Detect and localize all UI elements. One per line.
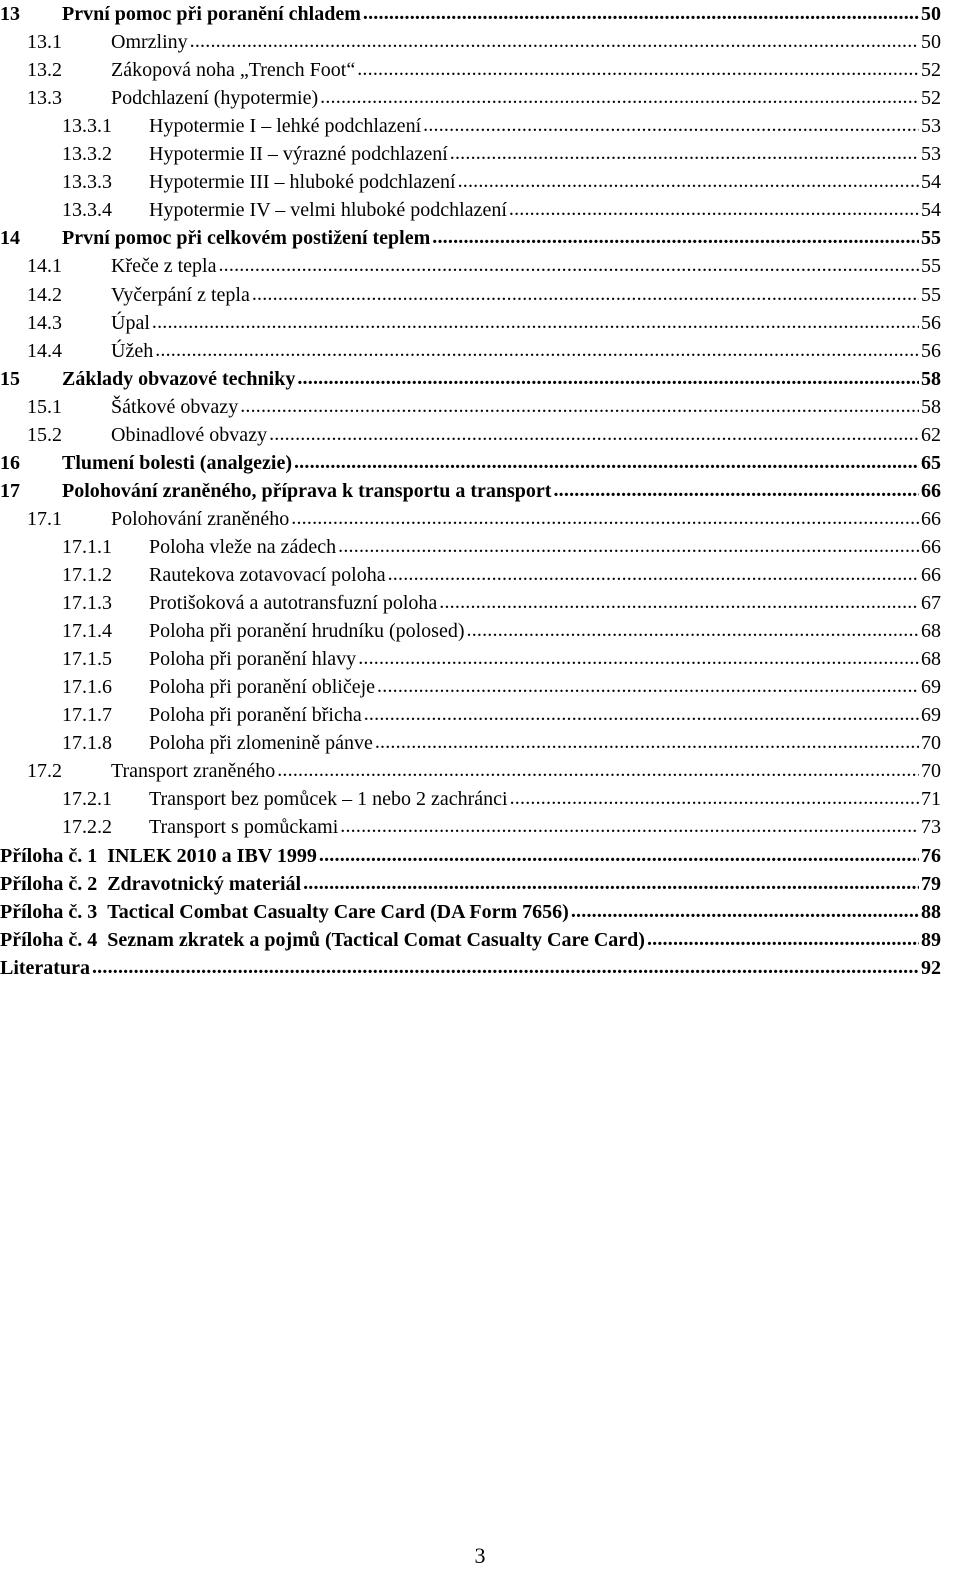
dot-leader [218,252,919,280]
dot-leader [297,365,919,393]
toc-entry-number: 17.1.8 [62,732,112,755]
toc-entry-page: 69 [921,704,941,727]
toc-entry[interactable] [0,926,941,954]
dot-leader [423,112,919,140]
toc-entry[interactable] [0,449,941,477]
toc-entry[interactable] [0,561,941,589]
dot-leader [358,645,919,673]
toc-entry[interactable] [0,140,941,168]
toc-entry-title: Křeče z tepla [111,255,217,278]
toc-entry-number: 13.1 [27,31,62,54]
dot-leader [269,421,919,449]
toc-entry-title: První pomoc při poranění chladem [62,3,361,25]
dot-leader [277,757,919,785]
toc-entry[interactable] [0,365,941,393]
toc-entry[interactable] [0,757,941,785]
toc-entry-number: 17.1.1 [62,535,112,558]
toc-entry[interactable] [0,477,941,505]
toc-entry-number: 14.1 [27,255,62,278]
toc-entry-number: 17.1.7 [62,704,112,727]
toc-entry-number: 17.1.5 [62,648,112,671]
toc-entry-title: Úžeh [111,339,154,362]
toc-entry-page: 88 [921,900,941,923]
toc-entry[interactable] [0,617,941,645]
toc-entry-page: 52 [921,59,941,82]
dot-leader [509,196,919,224]
toc-entry[interactable] [0,701,941,729]
toc-entry-title: Hypotermie IV – velmi hluboké podchlazení [149,199,507,222]
toc-entry-page: 69 [921,676,941,699]
toc-entry[interactable] [0,337,941,365]
toc-entry-number: 14.4 [27,339,62,362]
toc-entry-page: 53 [921,115,941,138]
toc-entry-title: Poloha při poranění hlavy [149,648,357,671]
dot-leader [467,617,920,645]
toc-entry[interactable] [0,168,941,196]
toc-entry-page: 67 [921,592,941,615]
toc-entry-title: Poloha při poranění hrudníku (polosed) [149,620,465,643]
dot-leader [320,84,919,112]
dot-leader [375,729,919,757]
toc-entry-title: Poloha při poranění obličeje [149,676,376,699]
toc-entry-title: Hypotermie I – lehké podchlazení [149,115,422,138]
dot-leader [340,813,919,841]
toc-entry-title: Hypotermie III – hluboké podchlazení [149,171,456,194]
toc-entry[interactable] [0,589,941,617]
toc-entry-title: Transport s pomůckami [149,816,339,839]
dot-leader [155,337,919,365]
toc-entry-title: Hypotermie II – výrazné podchlazení [149,143,448,166]
toc-entry-number: 17.1.6 [62,676,112,699]
toc-entry-number: 17.1.3 [62,592,112,615]
toc-entry-page: 58 [921,367,941,390]
toc-entry-title: Poloha vleže na zádech [149,535,337,558]
dot-leader [364,701,919,729]
toc-entry-number: 17.1 [27,507,62,530]
toc-entry-page: 50 [921,3,941,25]
dot-leader [294,449,919,477]
toc-entry-page: 56 [921,311,941,334]
toc-entry-page: 50 [921,31,941,54]
dot-leader [338,533,919,561]
toc-entry-title: Seznam zkratek a pojmů (Tactical Comat Casualty Care Card) [107,928,645,951]
toc-entry-title: INLEK 2010 a IBV 1999 [107,844,317,867]
toc-entry-number: Příloha č. 2 [0,872,98,895]
toc-entry-page: 54 [921,199,941,222]
toc-entry[interactable] [0,870,941,898]
toc-entry-number: 14 [0,227,20,250]
toc-entry-number: 14.2 [27,283,62,306]
toc-entry-title: Tlumení bolesti (analgezie) [62,451,292,474]
toc-entry[interactable] [0,112,941,140]
toc-entry-page: 73 [921,816,941,839]
dot-leader [303,870,919,898]
toc-entry[interactable] [0,28,941,56]
toc-entry[interactable] [0,505,941,533]
toc-entry-number: 13.3.2 [62,143,112,166]
dot-leader [319,842,919,870]
toc-entry-number: 15.2 [27,423,62,446]
toc-entry-page: 62 [921,423,941,446]
dot-leader [553,477,919,505]
toc-entry-title: Polohování zraněného, příprava k transportu a transport [62,479,552,502]
toc-entry-page: 70 [921,760,941,783]
toc-entry-number: 17.1.2 [62,564,112,586]
dot-leader [363,0,919,28]
toc-entry[interactable] [0,281,941,309]
toc-entry[interactable] [0,84,941,112]
toc-entry-page: 66 [921,479,941,502]
toc-entry-page: 89 [921,928,941,951]
toc-entry[interactable] [0,785,941,813]
toc-entry[interactable] [0,0,941,28]
toc-entry-title: Literatura [0,956,90,979]
toc-entry-number: 17.2.2 [62,816,112,839]
toc-entry-page: 66 [921,535,941,558]
toc-entry-number: 15 [0,367,20,390]
toc-entry-number: 13.2 [27,59,62,82]
toc-entry-page: 65 [921,451,941,474]
toc-entry[interactable] [0,954,941,982]
toc-entry[interactable] [0,393,941,421]
toc-entry-number: 13.3.3 [62,171,112,194]
dot-leader [647,926,919,954]
toc-entry[interactable] [0,729,941,757]
toc-entry-number: Příloha č. 4 [0,928,98,951]
toc-entry-title: Poloha při zlomenině pánve [149,732,373,755]
toc-entry-number: 13.3 [27,87,62,110]
toc-entry-title: Úpal [111,311,150,334]
toc-entry-page: 55 [921,227,941,250]
toc-entry-title: Šátkové obvazy [111,395,239,418]
toc-entry-title: Poloha při poranění břicha [149,704,362,727]
toc-entry-number: 13.3.1 [62,115,112,138]
toc-entry[interactable] [0,196,941,224]
dot-leader [571,898,919,926]
toc-entry-page: 66 [921,507,941,530]
toc-entry-page: 79 [921,872,941,895]
toc-entry[interactable] [0,813,941,841]
toc-entry-number: Příloha č. 3 [0,900,98,923]
toc-entry-page: 58 [921,395,941,418]
toc-entry-page: 92 [921,956,941,979]
toc-entry-title: Omrzliny [111,31,188,54]
toc-entry[interactable] [0,224,941,252]
toc-entry[interactable] [0,533,941,561]
toc-entry-page: 76 [921,844,941,867]
toc-entry[interactable] [0,309,941,337]
toc-entry-number: 17 [0,479,20,502]
toc-entry[interactable] [0,252,941,280]
toc-entry-number: 17.2 [27,760,62,783]
dot-leader [450,140,919,168]
dot-leader [388,561,919,589]
toc-entry[interactable] [0,898,941,926]
toc-entry-number: 16 [0,451,20,474]
toc-entry-number: 13 [0,3,20,25]
toc-entry-page: 55 [921,255,941,278]
toc-entry-page: 53 [921,143,941,166]
dot-leader [439,589,919,617]
toc-entry-page: 66 [921,564,941,586]
toc-entry-title: Tactical Combat Casualty Care Card (DA Form 7656) [107,900,569,923]
toc-entry-title: Zdravotnický materiál [107,872,302,895]
toc-entry-title: Protišoková a autotransfuzní poloha [149,592,438,615]
toc-entry[interactable] [0,645,941,673]
dot-leader [152,309,919,337]
dot-leader [190,28,919,56]
toc-entry-page: 71 [921,788,941,811]
toc-entry[interactable] [0,673,941,701]
toc-entry-page: 56 [921,339,941,362]
dot-leader [357,56,919,84]
toc-entry-number: 17.2.1 [62,788,112,811]
dot-leader [432,224,919,252]
toc-entry-title: Obinadlové obvazy [111,423,268,446]
toc-entry-number: 17.1.4 [62,620,112,643]
toc-entry-title: Transport bez pomůcek – 1 nebo 2 zachránci [149,788,508,811]
toc-entry[interactable] [0,421,941,449]
toc-entry[interactable] [0,842,941,870]
toc-entry-page: 68 [921,620,941,643]
toc-entry[interactable] [0,56,941,84]
toc-entry-title: Rautekova zotavovací poloha [149,564,386,586]
page-number: 3 [474,1543,486,1568]
toc-entry-number: 15.1 [27,395,62,418]
dot-leader [510,785,919,813]
toc-entry-page: 52 [921,87,941,110]
toc-entry-number: 14.3 [27,311,62,334]
toc-entry-page: 68 [921,648,941,671]
toc-entry-number: 13.3.4 [62,199,112,222]
toc-entry-title: Polohování zraněného [111,507,290,530]
toc-entry-title: Zákopová noha „Trench Foot“ [111,59,356,82]
toc-entry-title: Podchlazení (hypotermie) [111,87,319,110]
toc-entry-page: 70 [921,732,941,755]
dot-leader [377,673,919,701]
dot-leader [92,954,919,982]
dot-leader [240,393,919,421]
dot-leader [458,168,919,196]
toc-entry-page: 54 [921,171,941,194]
toc-entry-title: Základy obvazové techniky [62,367,296,390]
toc-entry-title: Transport zraněného [111,760,276,783]
dot-leader [252,281,919,309]
dot-leader [291,505,919,533]
toc-entry-title: Vyčerpání z tepla [111,283,250,306]
toc-entry-title: První pomoc při celkovém postižení teplem [62,227,431,250]
toc-entry-number: Příloha č. 1 [0,844,98,867]
toc-entry-page: 55 [921,283,941,306]
